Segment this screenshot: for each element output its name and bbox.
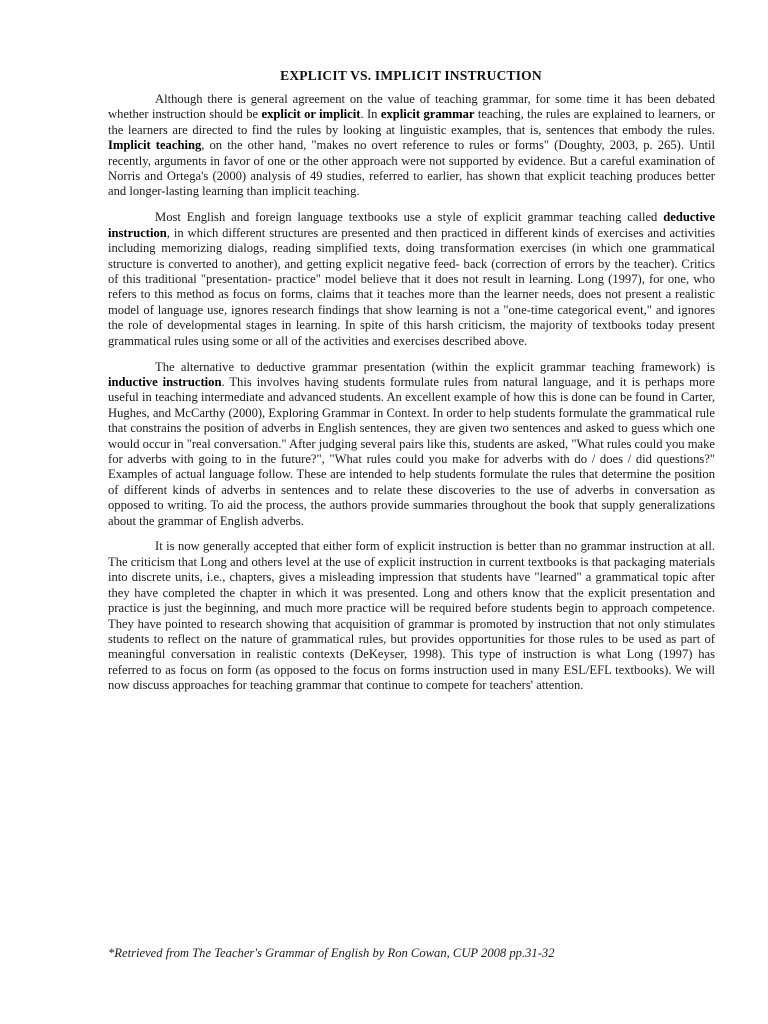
text-run: . In (360, 107, 381, 122)
text-run: teaching, the rules are explained to learners, or the learners are directed to find the rules by looking at linguistic examples, that is, sentences that embody the rules. (108, 107, 716, 137)
bold-term: Implicit teaching (108, 138, 202, 153)
text-run: . This involves having students formulate rules from natural language, and it is perhaps more useful in teaching intermediate and advanced students. An excellent example of how this is done can be found in Carter, Hughes, and McCarthy (2000), Exploring Grammar in Context. In order to help students formulate the grammatical rule that constrains the position of adverbs in English sentences, they are given two sentences and asked to guess which one would occur in "real conversation." After judging several pairs like this, students are asked, "What rules could you make for adverbs with going to in the future?", "What rules could you make for adverbs with do / does / did questions?" Examples of actual language follow. These are intended to help students formulate the rules that determine the position of different kinds of adverbs in sentences and to relate these discoveries to the use of adverbs in conversation as opposed to writing. To aid the process, the authors provide summaries throughout the book that supply generalizations about the grammar of English adverbs. (108, 374, 715, 528)
bold-term: deductive instruction (108, 210, 715, 240)
bold-term: inductive instruction (108, 374, 222, 389)
text-run: It is now generally accepted that either form of explicit instruction is better than no grammar instruction at all. The criticism that Long and others level at the use of explicit instruction in current textbooks is that packaging materials into discrete units, i.e., chapters, gives a misleading impression that students have "learned" a grammatical topic after they have completed the chapter in which it was presented. Long and others know that the explicit presentation and practice is just the beginning, and much more practice will be required before students begin to approach competence. They have pointed to research showing that acquisition of grammar is promoted by instruction that not only stimulates students to reflect on the nature of grammatical rules, but provides opportunities for those rules to be used as part of meaningful conversation in realistic contexts (DeKeyser, 1998). This type of instruction is what Long (1997) has referred to as focus on form (as opposed to the focus on forms instruction used in many ESL/EFL textbooks). We will now discuss approaches for teaching grammar that continue to compete for teachers' attention. (108, 539, 715, 693)
text-run: The alternative to deductive grammar presentation (within the explicit grammar teaching framework) is (155, 359, 715, 374)
text-run: , in which different structures are presented and then practiced in different kinds of exercises and activities including memorizing dialogs, reading simplified texts, doing transformation exercises (in which one grammatical structure is converted to another), and getting explicit negative feed- back (correction of errors by the teacher). Critics of this traditional "presentation- practice" model believe that it does not result in learning. Long (1997), for one, who refers to this method as focus on forms, claims that it teaches more than the learner needs, does not present a realistic model of language use, ignores research findings that show learning is not a "one-time categorical event," and ignores the role of developmental stages in learning. In spite of this harsh criticism, the majority of textbooks today present grammatical rules using some or all of the activities and exercises described above. (108, 225, 715, 348)
bold-term: explicit grammar (380, 107, 475, 122)
paragraph-3 (108, 360, 715, 529)
document-title: EXPLICIT VS. IMPLICIT INSTRUCTION (280, 68, 542, 83)
text-run: , on the other hand, "makes no overt reference to rules or forms" (Doughty, 2003, p. 265). Until recently, arguments in favor of one or the other approach were not supported by evidence. But a careful examination of Norris and Ortega's (2000) analysis of 49 studies, referred to earlier, has shown that explicit teaching produces better and longer-lasting learning than implicit teaching. (108, 138, 715, 199)
bold-term: explicit or implicit (261, 107, 361, 122)
source-footnote: *Retrieved from The Teacher's Grammar of English by Ron Cowan, CUP 2008 pp.31-32 (108, 946, 555, 960)
paragraph-1 (108, 92, 715, 200)
text-run: Although there is general agreement on the value of teaching grammar, for some time it has been debated whether instruction should be (108, 92, 715, 122)
text-run: Most English and foreign language textbooks use a style of explicit grammar teaching called (155, 210, 664, 225)
document-body (108, 92, 715, 704)
paragraph-2 (108, 210, 715, 349)
paragraph-4 (108, 539, 715, 693)
